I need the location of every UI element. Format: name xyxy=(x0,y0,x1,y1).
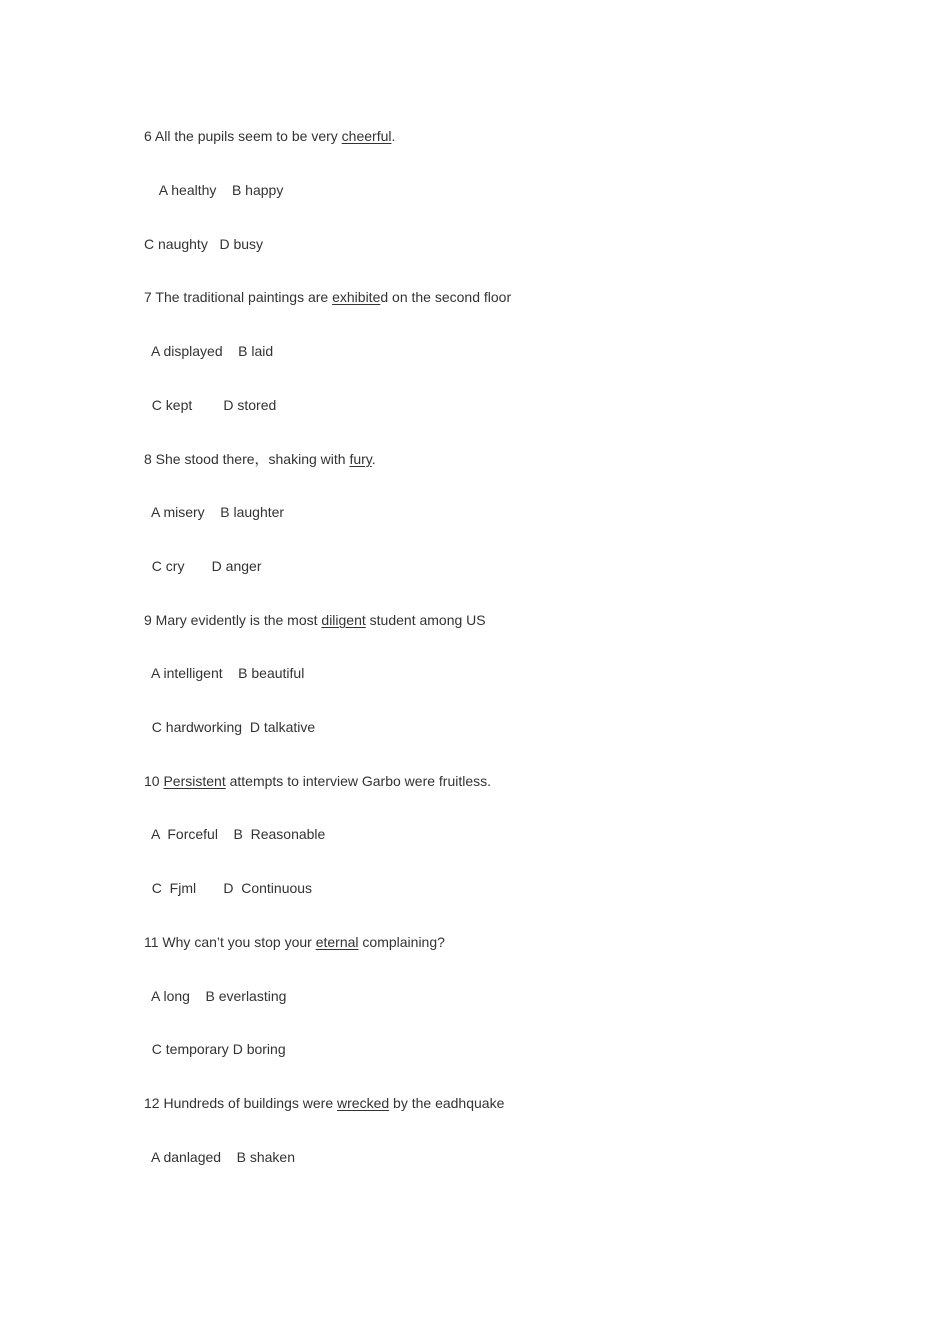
stem-text: by the eadhquake xyxy=(389,1095,505,1111)
stem-text: 7 The traditional paintings are xyxy=(144,289,333,305)
stem-text: 6 All the pupils seem to be very xyxy=(144,128,342,144)
stem-text: 8 She stood there，shaking with xyxy=(144,451,350,467)
question-11-options-row-2: C temporary D boring xyxy=(144,1041,286,1057)
question-6-options-row-2: C naughty D busy xyxy=(144,236,264,252)
question-12-stem xyxy=(144,1094,504,1112)
stem-text: student among US xyxy=(365,612,486,628)
underlined-word: wrecked xyxy=(337,1095,390,1111)
underlined-word: Persistent xyxy=(163,773,226,789)
question-11-options-row-1: A long B everlasting xyxy=(144,988,287,1004)
question-7-options-row-1: A displayed B laid xyxy=(144,343,274,359)
question-6-options-row-1: A healthy B happy xyxy=(144,182,284,198)
stem-text: complaining? xyxy=(358,934,445,950)
underlined-word: diligent xyxy=(321,612,366,628)
question-10-stem xyxy=(144,772,491,790)
question-8-options-row-2: C cry D anger xyxy=(144,558,262,574)
stem-text: d on the second floor xyxy=(380,289,512,305)
question-10-options-row-1: A Forceful B Reasonable xyxy=(144,826,326,842)
stem-text: 10 xyxy=(144,773,164,789)
question-6-stem xyxy=(144,127,395,145)
question-9-options-row-1: A intelligent B beautiful xyxy=(144,665,305,681)
stem-text: attempts to interview Garbo were fruitless. xyxy=(225,773,492,789)
stem-text: . xyxy=(371,451,376,467)
question-8-stem xyxy=(144,450,376,468)
stem-text: 11 Why can’t you stop your xyxy=(144,934,316,950)
underlined-word: fury xyxy=(349,451,372,467)
question-8-options-row-1: A misery B laughter xyxy=(144,504,285,520)
question-9-stem xyxy=(144,611,486,629)
underlined-word: exhibite xyxy=(332,289,381,305)
question-7-options-row-2: C kept D stored xyxy=(144,397,277,413)
stem-text: 12 Hundreds of buildings were xyxy=(144,1095,338,1111)
question-11-stem xyxy=(144,933,445,951)
question-12-options-row-1: A danlaged B shaken xyxy=(144,1149,296,1165)
underlined-word: eternal xyxy=(315,934,359,950)
question-9-options-row-2: C hardworking D talkative xyxy=(144,719,316,735)
question-7-stem xyxy=(144,288,511,306)
question-10-options-row-2: C Fjml D Continuous xyxy=(144,880,313,896)
stem-text: 9 Mary evidently is the most xyxy=(144,612,322,628)
underlined-word: cheerful xyxy=(341,128,392,144)
stem-text: . xyxy=(391,128,396,144)
